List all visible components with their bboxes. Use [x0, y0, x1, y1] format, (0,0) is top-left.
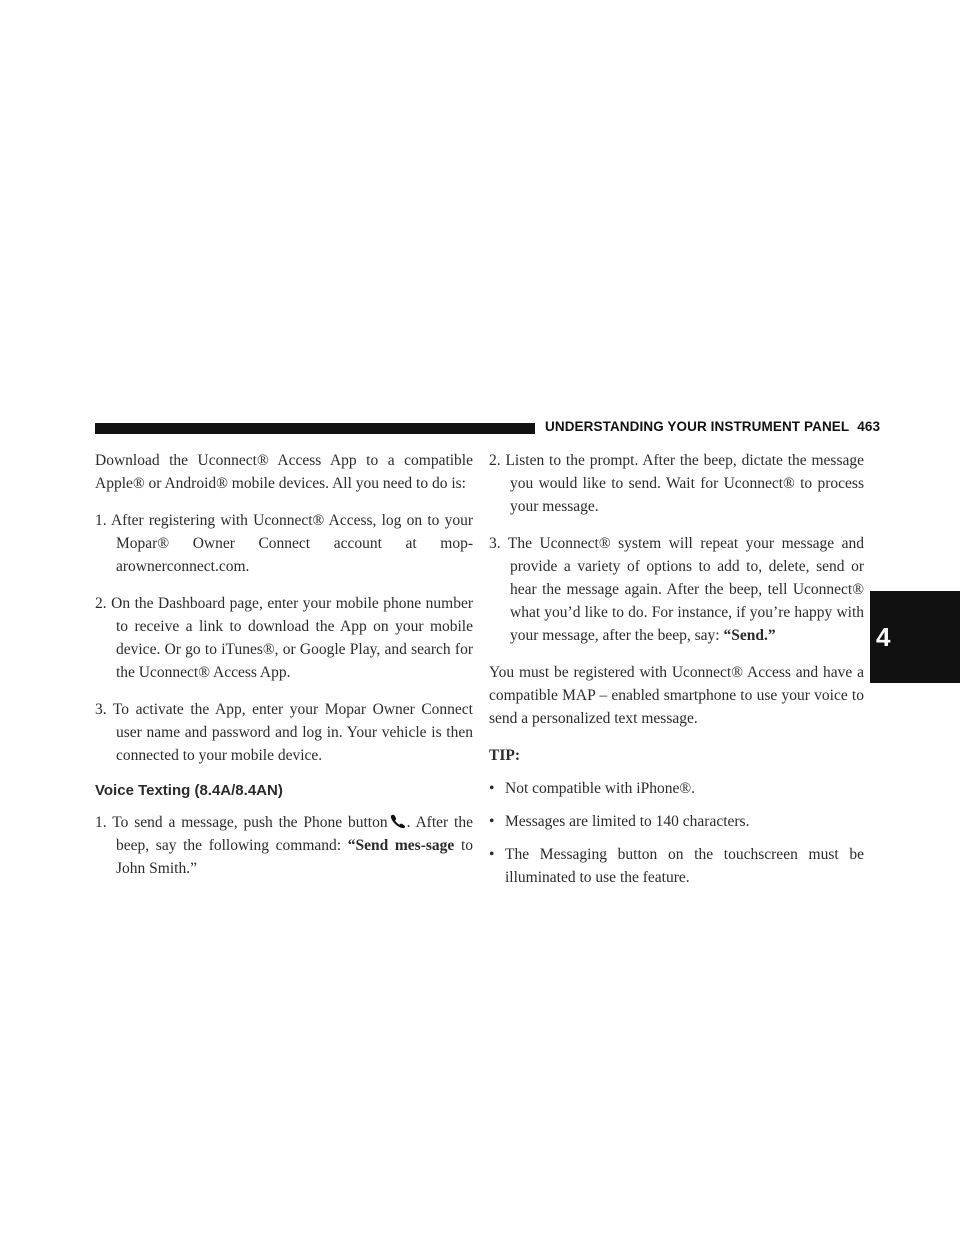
registration-note: You must be registered with Uconnect® Access and have a compatible MAP – enabled smartphone to use your voice to send a personalized text message. — [489, 664, 864, 727]
step-number: 1. — [95, 512, 107, 529]
page-number: 463 — [857, 419, 881, 434]
step-text: To send a message, push the Phone button — [112, 814, 388, 831]
tip-text: The Messaging button on the touchscreen must be illuminated to use the feature. — [505, 846, 864, 886]
section-title: UNDERSTANDING YOUR INSTRUMENT PANEL — [545, 419, 850, 434]
step-number: 3. — [95, 701, 107, 718]
bullet-glyph: • — [489, 813, 495, 830]
chapter-tab — [870, 591, 960, 683]
step-text: On the Dashboard page, enter your mobile phone number to receive a link to download the App on your mobile device. Or go to iTunes®, or Google Play, and search for the Uconnect® Access App. — [111, 595, 474, 681]
step-number: 2. — [95, 595, 107, 612]
step-text: Listen to the prompt. After the beep, dictate the message you would like to send. Wait for Uconnect® to process your message. — [505, 452, 865, 515]
chapter-number: 4 — [876, 621, 891, 652]
command-recipient: to John Smith.” — [116, 837, 473, 877]
running-header — [545, 419, 880, 434]
tip-text: Not compatible with iPhone®. — [505, 780, 696, 797]
bullet-glyph: • — [489, 780, 495, 797]
step-text: To activate the App, enter your Mopar Owner Connect user name and password and log in. Your vehicle is then connected to your mobile device. — [112, 701, 473, 764]
tip-text: Messages are limited to 140 characters. — [505, 813, 750, 830]
step-text-continued: . After the beep, say the following command: — [116, 814, 473, 854]
list-item — [95, 811, 473, 880]
header-rule — [95, 423, 535, 434]
list-item — [489, 449, 864, 518]
list-item — [489, 843, 864, 889]
left-column — [95, 449, 473, 894]
step-number: 3. — [489, 535, 501, 552]
list-item — [95, 592, 473, 684]
list-item — [95, 509, 473, 578]
step-number: 2. — [489, 452, 501, 469]
list-item — [95, 698, 473, 767]
send-command: “Send.” — [723, 627, 776, 644]
send-message-command: “Send mes-sage — [347, 837, 455, 854]
phone-icon — [390, 814, 407, 828]
right-column — [489, 449, 864, 899]
list-item — [489, 810, 864, 833]
bullet-glyph: • — [489, 846, 495, 863]
step-number: 1. — [95, 814, 107, 831]
tip-label: TIP: — [489, 747, 520, 764]
step-text: The Uconnect® system will repeat your message and provide a variety of options to add to, delete, send or hear the message again. After the beep, tell Uconnect® what you’d like to do. For instance, if you’re happy with your message, after the beep, say: — [507, 535, 864, 644]
step-text: After registering with Uconnect® Access, log on to your Mopar® Owner Connect account at mop-arownerconnect.com. — [110, 512, 473, 575]
voice-texting-heading: Voice Texting (8.4A/8.4AN) — [95, 782, 283, 799]
intro-paragraph: Download the Uconnect® Access App to a compatible Apple® or Android® mobile devices. All you need to do is: — [95, 452, 473, 492]
list-item — [489, 777, 864, 800]
list-item — [489, 532, 864, 647]
